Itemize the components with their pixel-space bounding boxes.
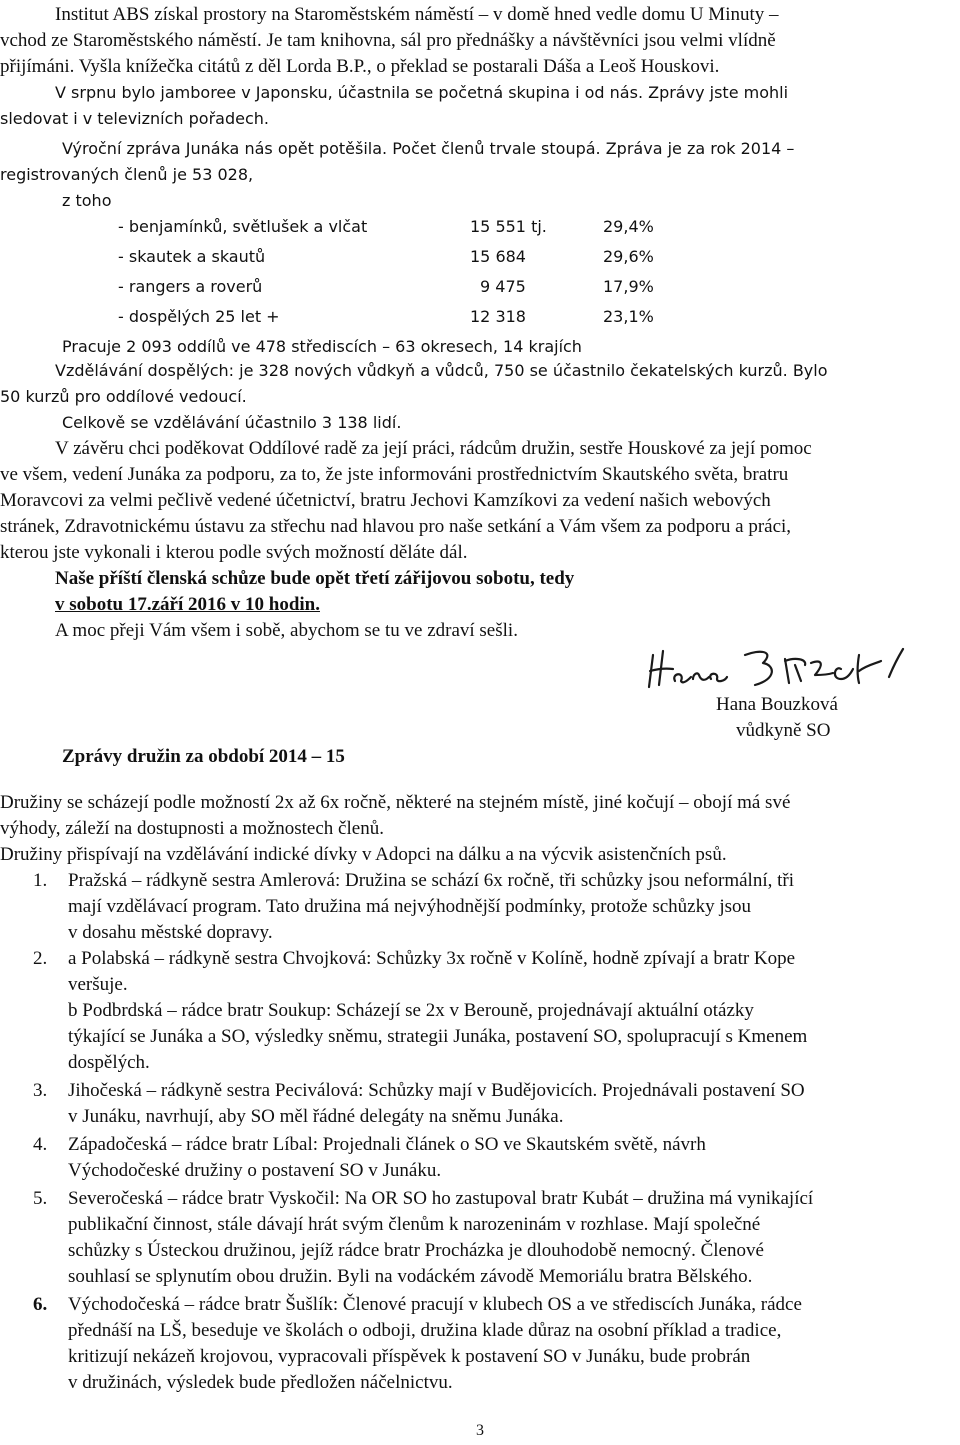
list-item-line: Východočeské družiny o postavení SO v Junáku. [68,1160,442,1181]
stats-count: 12 318 [470,307,526,326]
list-item-line: Severočeská – rádce bratr Vyskočil: Na OR SO ho zastupoval bratr Kubát – družina má vynikající [68,1188,814,1209]
paragraph-line: 50 kurzů pro oddílové vedoucí. [0,387,247,406]
stats-count: 9 475 [480,277,526,296]
paragraph-line: z toho [62,191,112,210]
paragraph-line: Institut ABS získal prostory na Staroměstském náměstí – v domě hned vedle domu U Minuty – [55,4,779,25]
list-item-line: Východočeská – rádce bratr Šušlík: Členové pracují v klubech OS a ve střediscích Junáka, rádce [68,1294,802,1315]
paragraph-line: Výroční zpráva Junáka nás opět potěšila. Počet členů trvale stoupá. Zpráva je za rok 2014 – [62,139,795,158]
section-title: Zprávy družin za období 2014 – 15 [62,746,345,767]
stats-label: - skautek a skautů [118,247,266,266]
paragraph-line: Moravcovi za velmi pečlivě vedené účetnictví, bratru Jechovi Kamzíkovi za vedení našich webových [0,490,771,511]
list-item-line: dospělých. [68,1052,150,1073]
list-item-line: v dosahu městské dopravy. [68,922,273,943]
list-item-line: Jihočeská – rádkyně sestra Peciválová: Schůzky mají v Budějovicích. Projednávali postavení SO [68,1080,805,1101]
paragraph-line: Družiny se scházejí podle možností 2x až 6x ročně, některé na stejném místě, jiné kočují – obojí má své [0,792,791,813]
list-item-line: Pražská – rádkyně sestra Amlerová: Družina se schází 6x ročně, tři schůzky jsou neformální, tři [68,870,794,891]
stats-count: 15 551 tj. [470,217,547,236]
paragraph-line: registrovaných členů je 53 028, [0,165,254,184]
paragraph-line: sledovat i v televizních pořadech. [0,109,269,128]
list-number: 5. [33,1188,48,1209]
list-item-line: schůzky s Ústeckou družinou, jejíž rádce bratr Procházka je dlouhodobě nemocný. Členové [68,1240,764,1261]
stats-count: 15 684 [470,247,526,266]
list-item-line: kritizují nekázeň krojovou, vypracovali příspěvek k postavení SO v Junáku, bude probrán [68,1346,751,1367]
list-number: 4. [33,1134,48,1155]
signature-name: Hana Bouzková [716,694,838,715]
list-number: 2. [33,948,48,969]
paragraph-line: přijímáni. Vyšla knížečka citátů z děl Lorda B.P., o překlad se postarali Dáša a Leoš Houskovi. [0,56,720,77]
meeting-date: v sobotu 17.září 2016 v 10 hodin. [55,594,320,615]
signature-role: vůdkyně SO [736,720,831,741]
paragraph-line: V závěru chci poděkovat Oddílové radě za její práci, rádcům družin, sestře Houskové za její pomoc [55,438,812,459]
list-item-line: a Polabská – rádkyně sestra Chvojková: Schůzky 3x ročně v Kolíně, hodně zpívají a bratr Kope [68,948,796,969]
list-item-line: přednáší na LŠ, beseduje ve školách o odboji, družina klade důraz na osobní příklad a tradice, [68,1320,782,1341]
list-item-line: b Podbrdská – rádce bratr Soukup: Scházejí se 2x v Berouně, projednávají aktuální otázky [68,1000,754,1021]
stats-label: - dospělých 25 let + [118,307,280,326]
paragraph-line: ve všem, vedení Junáka za podporu, za to, že jste informováni prostřednictvím Skautského světa, bratru [0,464,789,485]
list-item-line: veršuje. [68,974,128,995]
closing-wish: A moc přeji Vám všem i sobě, abychom se tu ve zdraví sešli. [55,620,518,641]
stats-label: - benjamínků, světlušek a vlčat [118,217,368,236]
paragraph-line: Pracuje 2 093 oddílů ve 478 střediscích – 63 okresech, 14 krajích [62,337,582,356]
list-number: 1. [33,870,48,891]
list-item-line: v družinách, výsledek bude předložen náčelnictvu. [68,1372,453,1393]
stats-percent: 23,1% [603,307,654,326]
list-number: 3. [33,1080,48,1101]
paragraph-line: V srpnu bylo jamboree v Japonsku, účastnila se početná skupina i od nás. Zprávy jste mohli [55,83,789,102]
paragraph-line: vchod ze Staroměstského náměstí. Je tam knihovna, sál pro přednášky a návštěvníci jsou velmi vlídně [0,30,776,51]
paragraph-line: Celkově se vzdělávání účastnilo 3 138 lidí. [62,413,402,432]
stats-percent: 29,4% [603,217,654,236]
stats-percent: 29,6% [603,247,654,266]
meeting-announcement: Naše příští členská schůze bude opět třetí zářijovou sobotu, tedy [55,568,575,589]
list-number: 6. [33,1294,48,1315]
list-item-line: Západočeská – rádce bratr Líbal: Projednali článek o SO ve Skautském světě, návrh [68,1134,706,1155]
list-item-line: v Junáku, navrhují, aby SO měl řádné delegáty na sněmu Junáka. [68,1106,564,1127]
page-number: 3 [476,1422,484,1439]
list-item-line: mají vzdělávací program. Tato družina má nejvýhodnější podmínky, protože schůzky jsou [68,896,752,917]
paragraph-line: výhody, záleží na dostupnosti a možnostech členů. [0,818,384,839]
stats-label: - rangers a roverů [118,277,263,296]
list-item-line: publikační činnost, stále dávají hrát svým členům k narozeninám v rozhlase. Mají společné [68,1214,761,1235]
paragraph-line: stránek, Zdravotnickému ústavu za střechu nad hlavou pro naše setkání a Vám všem za podporu a práci, [0,516,792,537]
paragraph-line: Vzdělávání dospělých: je 328 nových vůdkyň a vůdců, 750 se účastnilo čekatelských kurzů. Bylo [55,361,828,380]
paragraph-line: kterou jste vykonali i kterou podle svých možností děláte dál. [0,542,468,563]
stats-percent: 17,9% [603,277,654,296]
handwritten-signature [645,645,915,690]
list-item-line: týkající se Junáka a SO, výsledky sněmu, strategii Junáka, postavení SO, spolupracují s Kmenem [68,1026,808,1047]
list-item-line: souhlasí se splynutím obou družin. Byli na vodáckém závodě Memoriálu bratra Bělského. [68,1266,753,1287]
paragraph-line: Družiny přispívají na vzdělávání indické dívky v Adopci na dálku a na výcvik asistenčních psů. [0,844,727,865]
